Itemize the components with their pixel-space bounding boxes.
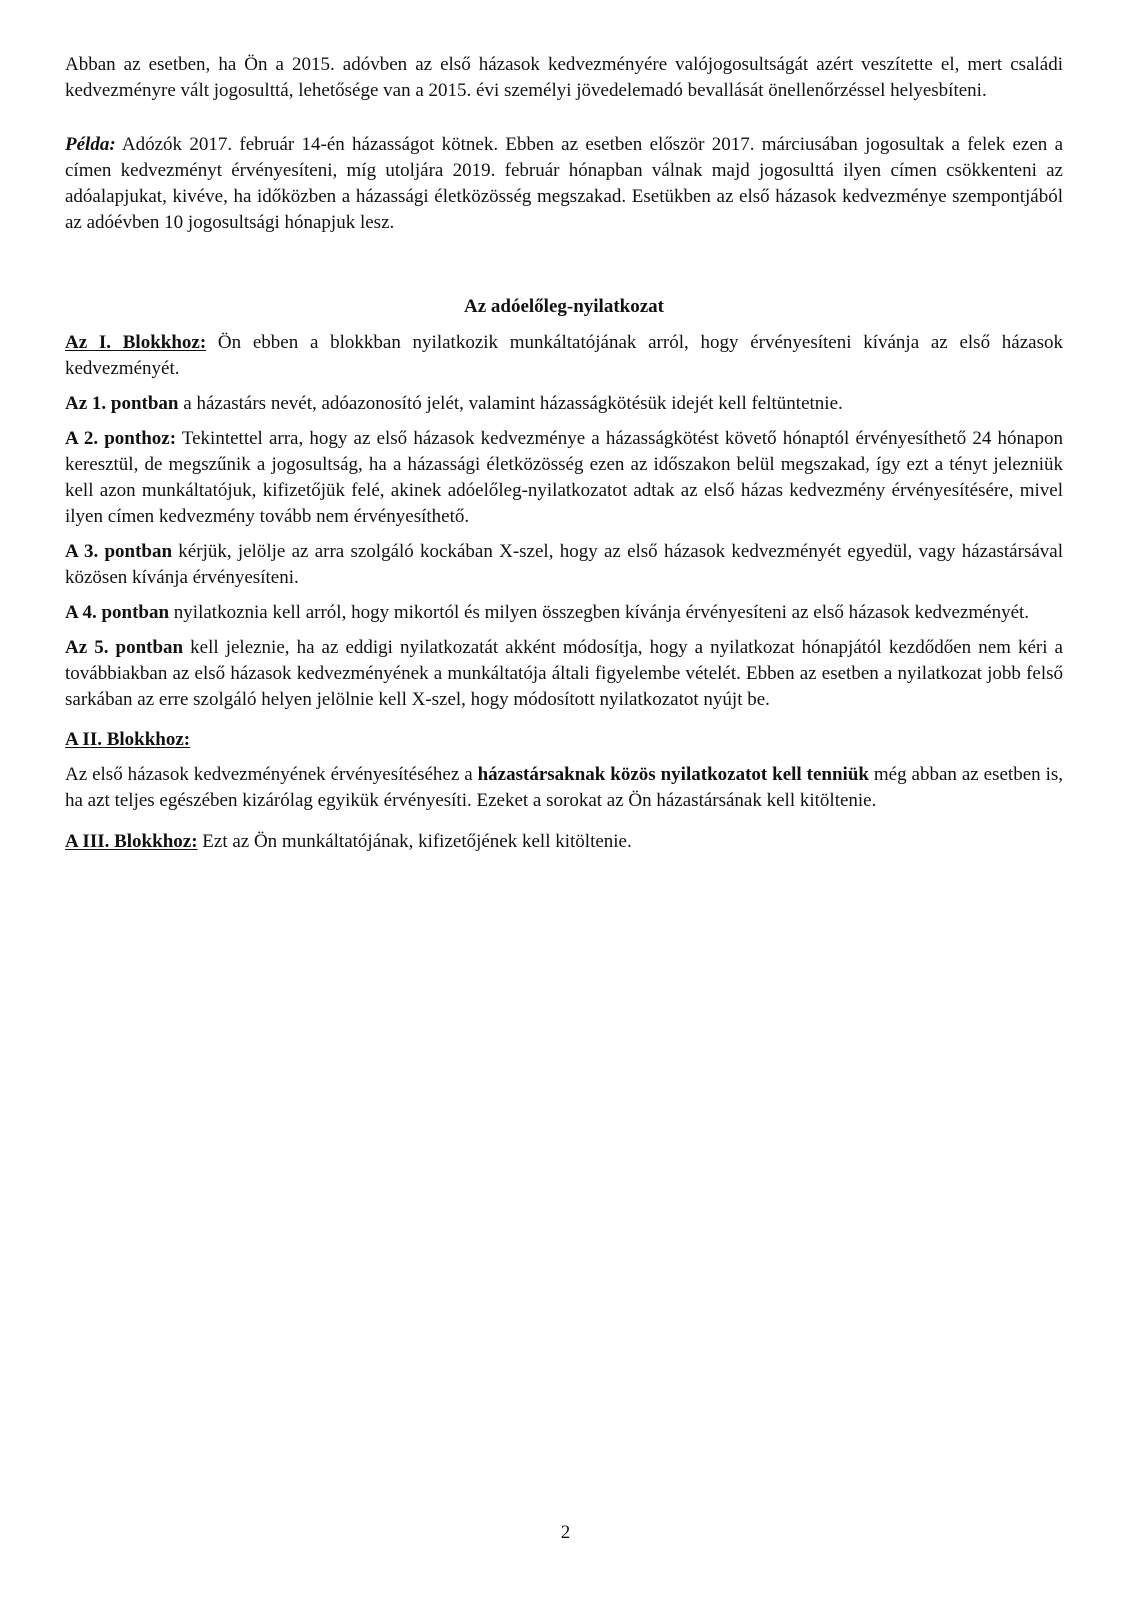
point-4-paragraph (65, 600, 1063, 626)
block1-text: Ön ebben a blokkban nyilatkozik munkáltatójának arról, hogy érvényesíteni kívánja az első házasok kedvezményét. (65, 332, 1063, 379)
block2-text-bold: házastársaknak közös nyilatkozatot kell tenniük (477, 764, 869, 785)
block3-label: A III. Blokkhoz: (65, 831, 198, 852)
point-5-text: kell jeleznie, ha az eddigi nyilatkozatát akként módosítja, hogy a nyilatkozat hónapjától kezdődően nem kéri a továbbiakban az első házasok kedvezményének a munkáltatója általi figyelembe vételét. Ebben az esetben a nyilatkozat jobb felső sarkában az erre szolgáló helyen jelölnie kell X-szel, hogy módosított nyilatkozatot nyújt be. (65, 637, 1063, 710)
point-1-label: 1. pontban (91, 393, 179, 414)
point-5-prefix: Az (65, 637, 95, 658)
point-2-prefix: A (65, 428, 84, 449)
block3-paragraph (65, 829, 1063, 855)
point-3-paragraph (65, 539, 1063, 591)
point-1-paragraph (65, 391, 1063, 417)
block3-text: Ezt az Ön munkáltatójának, kifizetőjének kell kitöltenie. (197, 831, 632, 852)
document-body (65, 52, 1063, 855)
point-3-text: kérjük, jelölje az arra szolgáló kockában X-szel, hogy az első házasok kedvezményét egyedül, vagy házastársával közösen kívánja érvényesíteni. (65, 541, 1063, 588)
block2-paragraph (65, 762, 1063, 814)
block1-label: Az I. Blokkhoz: (65, 332, 207, 353)
point-1-text: a házastárs nevét, adóazonosító jelét, valamint házasságkötésük idejét kell feltüntetnie. (178, 393, 843, 414)
example-text: Adózók 2017. február 14-én házasságot kötnek. Ebben az esetben először 2017. márciusában jogosultak a felek ezen a címen kedvezményt érvényesíteni, míg utoljára 2019. február hónapban válnak majd jogosulttá ilyen címen csökkenteni az adóalapjukat, kivéve, ha időközben a házassági életközösség megszakad. Esetükben az első házasok kedvezménye szempontjából az adóévben 10 jogosultsági hónapjuk lesz. (65, 134, 1063, 233)
point-2-label: 2. ponthoz: (83, 428, 177, 449)
point-3-prefix: A (65, 541, 84, 562)
point-4-prefix: A (65, 602, 83, 623)
example-paragraph (65, 132, 1063, 236)
point-5-paragraph (65, 635, 1063, 713)
block2-label: A II. Blokkhoz: (65, 729, 191, 750)
point-1-prefix: Az (65, 393, 92, 414)
example-label: Példa: (65, 134, 116, 155)
point-4-label: 4. pontban (82, 602, 170, 623)
point-5-label: 5. pontban (94, 637, 184, 658)
block2-text-after: még abban az esetben is, ha azt teljes egészében kizárólag egyikük érvényesíti. Ezeket a sorokat az Ön házastársának kell kitöltenie. (65, 764, 1063, 811)
point-2-text: Tekintettel arra, hogy az első házasok kedvezménye a házasságkötést követő hónaptól érvényesíthető 24 hónapon keresztül, de megszűnik a jogosultság, ha a házassági életközösség ezen az időszakon belül megszakad, így ezt a tényt jelezniük kell azon munkáltatójuk, kifizetőjük felé, akinek adóelőleg-nyilatkozatot adtak az első házas kedvezmény érvényesítésére, mivel ilyen címen kedvezmény tovább nem érvényesíthető. (65, 428, 1063, 527)
page-number: 2 (560, 1522, 571, 1543)
block1-paragraph (65, 330, 1063, 382)
intro-paragraph: Abban az esetben, ha Ön a 2015. adóvben az első házasok kedvezményére valójogosultságát azért veszítette el, mert családi kedvezményre vált jogosulttá, lehetősége van a 2015. évi személyi jövedelemadó bevallását önellenőrzéssel helyesbíteni. (65, 54, 1063, 101)
point-2-paragraph (65, 426, 1063, 530)
point-3-label: 3. pontban (83, 541, 173, 562)
block2-text-before: Az első házasok kedvezményének érvényesítéséhez a (65, 764, 478, 785)
section-heading: Az adóelőleg-nyilatkozat (463, 296, 664, 317)
point-4-text: nyilatkoznia kell arról, hogy mikortól és milyen összegben kívánja érvényesíteni az első házasok kedvezményét. (169, 602, 1030, 623)
block2-heading (65, 727, 1063, 753)
